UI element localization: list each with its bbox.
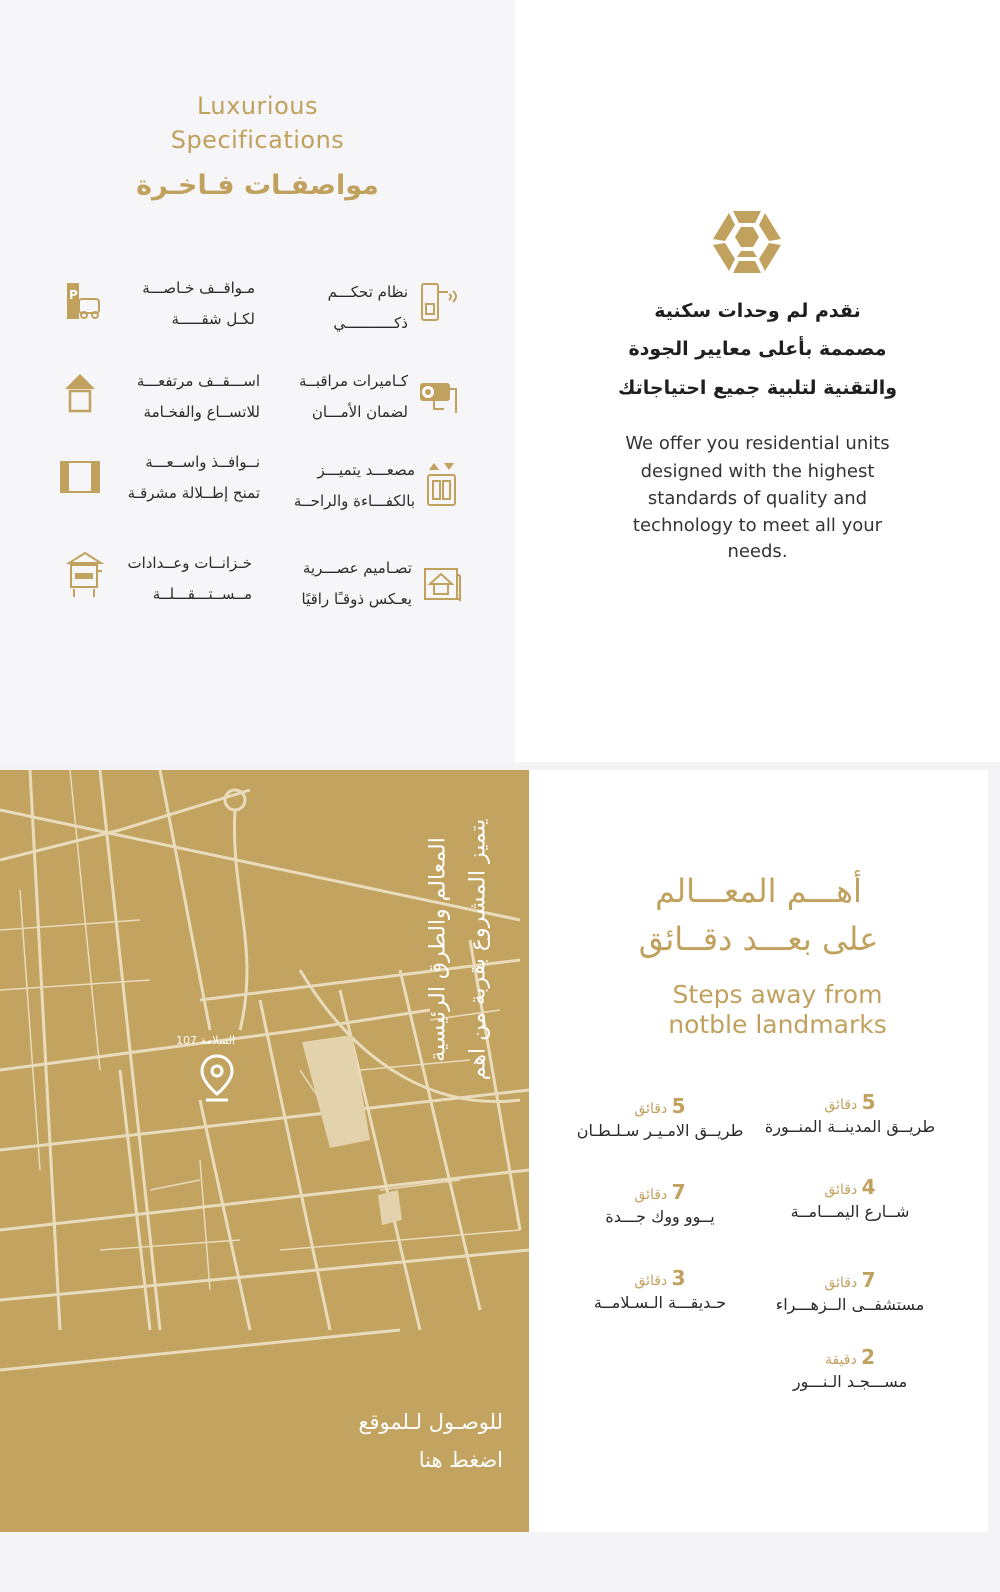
landmark-unit: دقائق (634, 1187, 668, 1203)
landmark-minutes: 5 (671, 1094, 686, 1118)
feature-windows-line1: نــوافــذ واســعـــة (145, 453, 260, 471)
feature-parking (65, 273, 255, 335)
specs-title-en-line2: Specifications (170, 126, 345, 154)
map-cta-line2[interactable]: اضغط هنا (418, 1448, 503, 1472)
landmark-item (745, 1090, 955, 1136)
landmark-minutes: 7 (671, 1180, 686, 1204)
feature-smart-control-line1: نظام تحكـــم (327, 283, 408, 301)
landmark-unit: دقائق (824, 1097, 858, 1113)
landmark-unit: دقائق (824, 1275, 858, 1291)
modern-design-icon (422, 564, 462, 608)
landmark-unit: دقائق (634, 1273, 668, 1289)
landmark-item (745, 1345, 955, 1391)
feature-water-tanks-line1: خـزانــات وعــدادات (127, 554, 252, 572)
location-pin-icon[interactable] (200, 1054, 234, 1110)
intro-en-line5: needs. (727, 541, 788, 562)
landmark-unit: دقيقة (824, 1352, 857, 1368)
landmark-name: طريــق المدينــة المنــورة (764, 1117, 936, 1136)
feature-elevator-line1: مصعـــد يتميـــز (317, 461, 415, 479)
feature-high-ceilings (70, 366, 260, 428)
landmarks-title-ar-line2: على بعـــد دقــائق (638, 920, 879, 958)
landmark-item (555, 1266, 765, 1312)
landmarks-title-ar-line1: أهـــم المعـــالم (655, 872, 862, 910)
landmarks-title-en-line2: notble landmarks (668, 1010, 887, 1039)
landmark-name: يــوو ووك جـــدة (605, 1207, 715, 1226)
intro-en-line1: We offer you residential units (625, 433, 890, 454)
landmark-minutes: 2 (861, 1345, 876, 1369)
landmark-unit: دقائق (824, 1182, 858, 1198)
feature-windows-line2: تمنح إطــلالة مشرقـة (127, 484, 260, 502)
intro-ar-line1: نقدم لم وحدات سكنية (654, 300, 861, 322)
intro-en-line4: technology to meet all your (632, 515, 883, 536)
feature-elevator-line2: بالكفـــاءة والراحــة (293, 492, 415, 510)
landmark-name: مستشفــى الــزهـــراء (775, 1295, 925, 1314)
landmark-item (745, 1268, 955, 1314)
feature-smart-control-line2: ذكـــــــــــي (333, 314, 408, 332)
landmark-name: طريــق الامـيـر سـلـطـان (576, 1121, 744, 1140)
landmarks-title-en-line1: Steps away from (672, 980, 883, 1009)
intro-ar-line3: والتقنية لتلبية جميع احتياجاتك (617, 377, 898, 399)
landmark-name: شــارع اليمـــامــة (790, 1202, 910, 1221)
landmark-minutes: 7 (861, 1268, 876, 1292)
security-camera-icon (414, 377, 460, 421)
feature-parking-line2: لكـل شقـــــة (171, 310, 255, 328)
elevator-icon (425, 461, 459, 513)
intro-ar-line2: مصممة بأعلى معايير الجودة (628, 338, 887, 360)
landmark-unit: دقائق (634, 1101, 668, 1117)
feature-parking-line1: مـواقــف خـاصـــة (142, 279, 255, 297)
map-cta-line1[interactable]: للوصـول لـلموقع (358, 1410, 503, 1434)
feature-high-ceilings-line2: للاتســاع والفخـامة (143, 403, 260, 421)
feature-modern-design-line2: يعـكس ذوقـًا راقيًا (301, 590, 412, 608)
map-vertical-caption (425, 818, 518, 1122)
landmark-minutes: 5 (861, 1090, 876, 1114)
feature-windows (70, 447, 260, 509)
feature-water-tanks-line2: مــســتـــقـــلــة (152, 585, 252, 603)
map-vertical-line1: يتميز المشروع بقربة من اهم (465, 818, 491, 1081)
landmark-item (555, 1180, 765, 1226)
specifications-panel (0, 0, 515, 762)
smart-lock-icon (418, 280, 460, 328)
feature-cameras-line1: كـاميرات مراقبــة (298, 372, 408, 390)
feature-cameras-line2: لضمان الأمـــان (311, 403, 408, 421)
landmark-minutes: 3 (671, 1266, 686, 1290)
svg-text:P: P (69, 288, 78, 302)
landmark-minutes: 4 (861, 1175, 876, 1199)
landmarks-panel (529, 770, 988, 1532)
landmark-item (745, 1175, 955, 1221)
intro-en-line2: designed with the highest (640, 461, 875, 482)
map-panel[interactable] (0, 770, 529, 1532)
hexagon-logo-icon (711, 209, 783, 279)
landmark-name: حـديقـــة الـسـلامــة (593, 1293, 727, 1312)
feature-water-tanks (62, 548, 252, 610)
map-pin-label: السلامة 107 (176, 1034, 236, 1047)
intro-panel (515, 0, 1000, 762)
landmark-item (555, 1094, 765, 1140)
landmark-name: مســـجـد الـنـــور (792, 1372, 908, 1391)
specs-title-en-line1: Luxurious (196, 92, 318, 120)
map-vertical-line2: المعالم والطرق الرئيسية (425, 837, 451, 1062)
feature-high-ceilings-line1: اســـقــف مرتفعـــة (136, 372, 260, 390)
intro-en-line3: standards of quality and (647, 488, 868, 509)
feature-modern-design-line1: تصـاميم عصـــرية (302, 559, 412, 577)
specs-title-ar: مواصفـات فـاخـرة (136, 170, 379, 201)
